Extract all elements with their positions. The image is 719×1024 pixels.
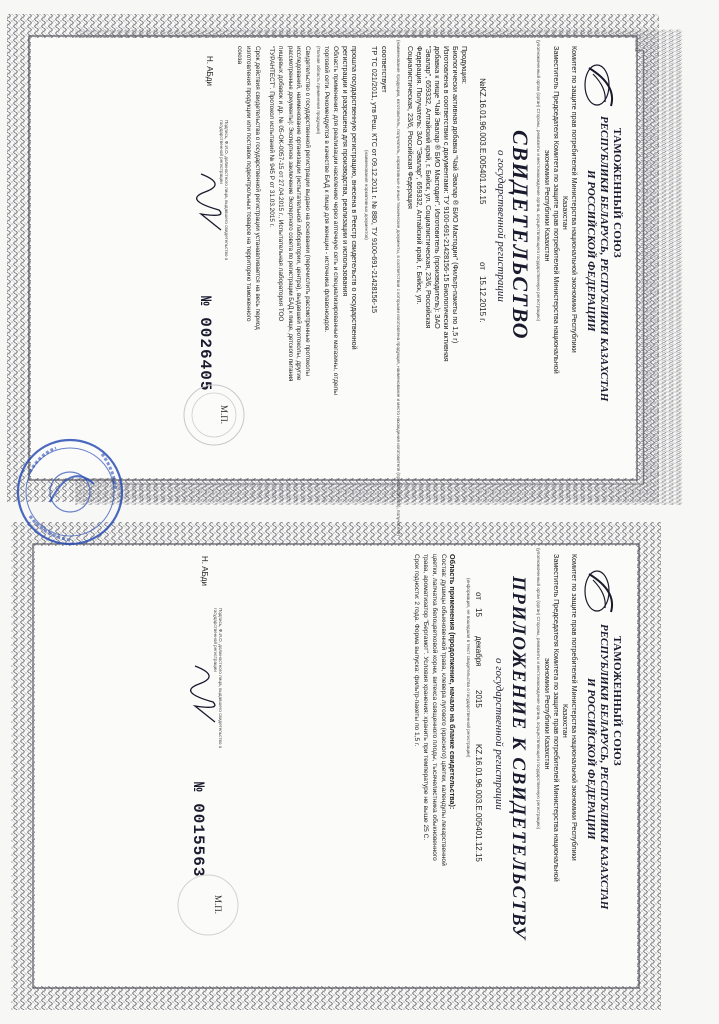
basis-line-4: пищевых добавок и др. № 05-OK-0057-15 от 27.04.2015 г., Испытательная лаборатория ТОО	[277, 46, 284, 322]
authority-line-4: экономики Республики Казахстан	[543, 658, 552, 770]
basis-line-5: "ТУРАНТЕСТ". Протокол испытаний № 945 Р от 31.03.2015 г.	[268, 46, 275, 227]
compliance-note: (наименования нормативных документов)	[364, 150, 369, 240]
scope-line-3: цветки, лапчатка белоцветковой корни, витекса священного плоды, тысячелистника обыкновенного	[431, 554, 438, 861]
date-month: декабря	[474, 636, 483, 667]
union-members: РЕСПУБЛИКИ БЕЛАРУСЬ, РЕСПУБЛИКИ КАЗАХСТАН	[598, 624, 610, 910]
signature-icon	[193, 170, 231, 240]
date-note: (информация, не вошедшая в текст свидетельства о государственной регистрации)	[466, 578, 471, 758]
faded-stamp-icon	[179, 380, 249, 450]
product-line-6: Социалистическая, 23/6, Российская Федерация	[406, 46, 415, 209]
basis-line-2: исследований, наименование организации (испытательной лаборатории, центра), выдавшей протоколы, другие	[295, 46, 302, 381]
signer-name: Н. АБди	[205, 56, 214, 86]
compliance-value: ТР ТС 021/2011, утв Реш. КТС от 09.12.2011 г. № 880, ТУ 9100-691-21428156-15	[370, 46, 379, 313]
signature-icon	[187, 662, 225, 732]
authority-note: (уполномоченный орган (орган) Стороны, реквизиты и местонахождение органа, осуществляющего государственную регистрацию)	[536, 40, 541, 322]
stamp-place-label: М.П.	[213, 895, 223, 915]
scope-line-5: Срок годности: 2 года. Форма выпуска: фильтр-пакеты по 1,5 г.	[413, 554, 420, 747]
round-stamp-icon	[10, 432, 130, 552]
union-federation: И РОССИЙСКОЙ ФЕДЕРАЦИИ	[585, 170, 597, 332]
appendix-title: ПРИЛОЖЕНИЕ К СВИДЕТЕЛЬСТВУ	[508, 576, 529, 941]
validity-line-1: Срок действия свидетельства о государственной регистрации устанавливается на весь период	[254, 46, 261, 330]
union-title: ТАМОЖЕННЫЙ СОЮЗ	[611, 128, 623, 259]
scope-line-4: трава, ароматизатор "Бергамот". Условия хранения: хранить при температуре не выше 25 С.	[422, 554, 429, 841]
usage-note: (Полная область применения продукции)	[316, 46, 321, 135]
customs-union-emblem-icon	[579, 564, 619, 618]
date-day: 15	[474, 608, 483, 617]
certificate-number: №KZ.16.01.96.003.Е.005401.12.15	[478, 78, 487, 205]
date-prefix: от	[474, 592, 483, 600]
authority-line-3: Заместитель Председателя Комитета по защите прав потребителей Министерства национальной	[552, 46, 561, 374]
document-subtitle: о государственной регистрации	[495, 150, 507, 302]
product-line-4: "Эвалар", 659332, Алтайский край, г. Бийск, ул. Социалистическая, 23/6, Российская	[424, 46, 433, 329]
validity-line-2: изготовления продукции или поставок подконтрольных товаров на территорию таможенного	[245, 46, 252, 322]
stamp-place-label: М.П.	[219, 405, 229, 425]
document-title: СВИДЕТЕЛЬСТВО	[508, 130, 533, 341]
union-federation: И РОССИЙСКОЙ ФЕДЕРАЦИИ	[585, 678, 597, 840]
basis-line-3: рассмотренные документы): Экспертное заключение Экспертного совета по регистрации БАД к пище, детского питания	[287, 46, 293, 382]
authority-line-2: Казахстан	[561, 704, 570, 738]
authority-line-1: Комитет по защите прав потребителей Министерства национальной экономики Республики	[570, 554, 579, 861]
authority-line-1: Комитет по защите прав потребителей Министерства национальной экономики Республики	[570, 46, 579, 353]
product-line-5: Федерация. Получатель: ЗАО "Эвалар", 659332, Алтайский край, г. Бийск, ул.	[415, 46, 424, 305]
union-members: РЕСПУБЛИКИ БЕЛАРУСЬ, РЕСПУБЛИКИ КАЗАХСТАН	[598, 116, 610, 402]
certificate-date: 15.12.2015 г.	[478, 276, 487, 323]
faded-stamp-icon	[173, 870, 243, 940]
validity-line-3: союза	[236, 46, 243, 65]
product-note: (наименование продукции, изготовитель, получатель, нормативные и иные технические документы, в соответствии с которыми изготовлена продукция, наименование и место нахождения изготовителя (производителя), получателя)	[396, 40, 401, 536]
signature-caption: Подпись, Ф.И.О. должностного лица, выдавшего свидетельство о государственной регистрации	[219, 120, 229, 261]
appendix-content	[0, 512, 719, 1024]
date-year: 2015	[474, 690, 483, 708]
signer-name: Н. АБди	[200, 556, 209, 586]
authority-line-3: Заместитель Председателя Комитета по защите прав потребителей Министерства национальной	[552, 554, 561, 882]
appendix-serial-number: № 0015563	[189, 782, 207, 878]
authority-line-2: Казахстан	[561, 196, 570, 230]
customs-union-emblem-icon	[579, 58, 619, 112]
scope-line-1: Область применения (продолжение, начало на бланке свидетельства):	[448, 554, 457, 810]
registration-line-1: прошла государственную регистрацию, внесена в Реестр свидетельств о государственной	[350, 46, 359, 350]
authority-line-4: экономики Республики Казахстан	[543, 150, 552, 262]
certificate-serial-number: № 0026405	[196, 296, 214, 392]
usage-line-1: Область применения: для реализации населению через аптечную сеть и специализированные магазины, отделы	[332, 46, 339, 395]
date-prefix: от	[478, 262, 487, 270]
union-title: ТАМОЖЕННЫЙ СОЮЗ	[611, 636, 623, 767]
signature-caption: Подпись, Ф.И.О. должностного лица, выдавшего свидетельство о государственной регистрации	[213, 608, 223, 749]
basis-line-1: Свидетельство о государственной регистрации выдано на основании (перечислить рассмотренные протоколы	[304, 46, 311, 376]
product-label: Продукция:	[460, 46, 469, 84]
appendix-number: KZ.16.01.96.003.Е.005401.12.15	[474, 744, 483, 862]
compliance-label: соответствует	[380, 46, 389, 93]
usage-line-2: торговой сети. Рекомендуется в качестве БАД к пище для женщин - источника флавоноидов.	[323, 46, 330, 333]
authority-note: (уполномоченный орган (орган) Стороны, реквизиты и местонахождение органа, осуществляющего государственную регистрацию)	[536, 548, 541, 830]
product-line-2: Изготовлена в соответствии с документами: ТУ 9100-691-21428156-15 Биологически активная	[442, 46, 451, 362]
scope-line-2: Состав: душицы обыкновенной трава, клевера лугового (красного) цветки, календулы лекарственной	[440, 554, 447, 866]
product-line-1: Биологически активная добавка "Чай Эвалар ® БИО Мастодин" (Фильтр-пакеты по 1,5 г)	[451, 46, 460, 344]
registration-line-2: регистрации и разрешена для производства, реализации и использования	[341, 46, 350, 297]
appendix-subtitle: о государственной регистрации	[493, 658, 505, 810]
product-line-3: добавка к пище "Чай Эвалар ® БИО Мастодин". Изготовитель (производитель): ЗАО	[433, 46, 442, 329]
